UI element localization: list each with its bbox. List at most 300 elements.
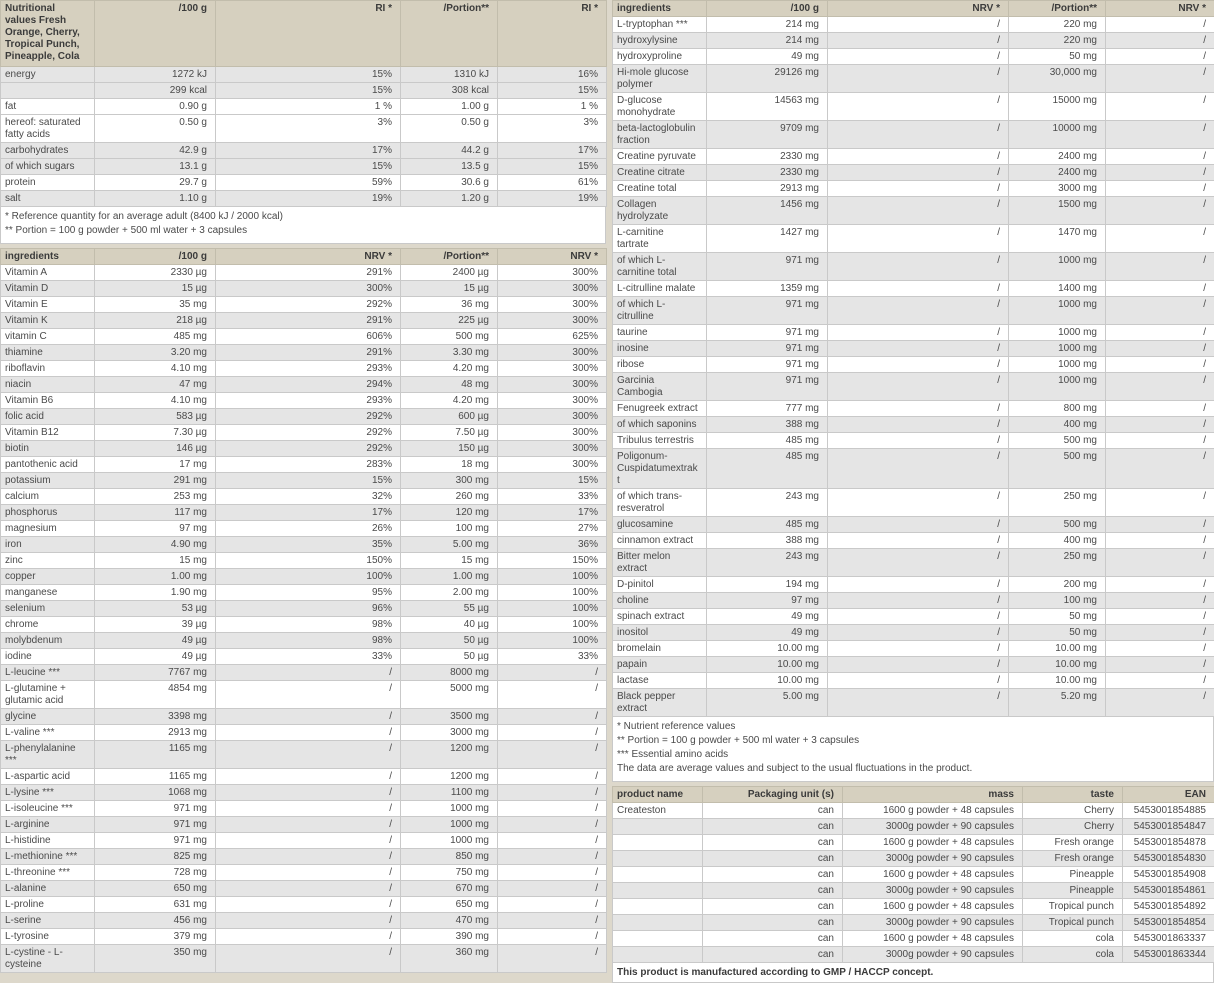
row-label: vitamin C [1, 329, 95, 345]
value-cell: / [828, 65, 1009, 93]
value-cell: 15 mg [401, 553, 498, 569]
table-row [613, 373, 1214, 401]
value-cell: / [216, 929, 401, 945]
value-cell: 49 mg [707, 609, 828, 625]
value-cell: Tropical punch [1023, 899, 1123, 915]
table-row [1, 159, 607, 175]
table-row [1, 457, 607, 473]
value-cell: 17 mg [95, 457, 216, 473]
value-cell: 971 mg [707, 341, 828, 357]
value-cell: 3000g powder + 90 capsules [843, 947, 1023, 963]
value-cell: 150% [216, 553, 401, 569]
table-row [1, 191, 607, 207]
value-cell: / [828, 149, 1009, 165]
row-label: potassium [1, 473, 95, 489]
table-row [1, 393, 607, 409]
value-cell: 15% [216, 473, 401, 489]
table-row [1, 769, 607, 785]
value-cell: 1456 mg [707, 197, 828, 225]
value-cell: 3000 mg [1009, 181, 1106, 197]
value-cell: / [498, 665, 607, 681]
value-cell: 600 µg [401, 409, 498, 425]
value-cell: cola [1023, 931, 1123, 947]
value-cell: 15000 mg [1009, 93, 1106, 121]
value-cell: can [703, 947, 843, 963]
row-label: fat [1, 99, 95, 115]
right-column [612, 0, 1214, 983]
value-cell: 300% [498, 313, 607, 329]
value-cell: 100% [498, 601, 607, 617]
row-label: L-leucine *** [1, 665, 95, 681]
value-cell: 1600 g powder + 48 capsules [843, 899, 1023, 915]
value-cell: can [703, 867, 843, 883]
table-row [1, 441, 607, 457]
value-cell: 1165 mg [95, 741, 216, 769]
value-cell: 300% [216, 281, 401, 297]
value-cell: / [1106, 533, 1214, 549]
value-cell: / [828, 625, 1009, 641]
table-row [613, 149, 1214, 165]
value-cell: 485 mg [95, 329, 216, 345]
value-cell: / [1106, 33, 1214, 49]
value-cell: 10.00 mg [1009, 657, 1106, 673]
column-header: EAN [1123, 787, 1214, 803]
table-row [1, 521, 607, 537]
table-row [1, 741, 607, 769]
row-label: L-tryptophan *** [613, 17, 707, 33]
value-cell: can [703, 835, 843, 851]
row-label: Createston [613, 803, 703, 819]
table-row [1, 377, 607, 393]
value-cell: / [216, 681, 401, 709]
row-label: Creatine pyruvate [613, 149, 707, 165]
table-row [613, 883, 1214, 899]
table-row [613, 325, 1214, 341]
row-label: papain [613, 657, 707, 673]
value-cell: 10000 mg [1009, 121, 1106, 149]
value-cell: / [1106, 657, 1214, 673]
value-cell: 2400 µg [401, 265, 498, 281]
value-cell: 15% [216, 83, 401, 99]
table-row [1, 801, 607, 817]
value-cell: 33% [498, 489, 607, 505]
table-row [613, 17, 1214, 33]
value-cell: 1000 mg [1009, 357, 1106, 373]
ingredients-footnotes [612, 717, 1214, 782]
value-cell: 17% [216, 505, 401, 521]
value-cell: 7.30 µg [95, 425, 216, 441]
value-cell: 1.10 g [95, 191, 216, 207]
value-cell: / [1106, 341, 1214, 357]
value-cell: 2.00 mg [401, 585, 498, 601]
row-label [613, 835, 703, 851]
value-cell: / [1106, 253, 1214, 281]
row-label: Bitter melon extract [613, 549, 707, 577]
value-cell: 194 mg [707, 577, 828, 593]
table-row [613, 401, 1214, 417]
row-label: hereof: saturated fatty acids [1, 115, 95, 143]
table-row [1, 817, 607, 833]
value-cell: 214 mg [707, 33, 828, 49]
table-row [613, 673, 1214, 689]
value-cell: / [1106, 517, 1214, 533]
table-row [1, 569, 607, 585]
value-cell: 36 mg [401, 297, 498, 313]
row-label: beta-lactoglobulin fraction [613, 121, 707, 149]
value-cell: / [1106, 197, 1214, 225]
value-cell: can [703, 851, 843, 867]
value-cell: 39 µg [95, 617, 216, 633]
value-cell: 1200 mg [401, 741, 498, 769]
value-cell: 220 mg [1009, 17, 1106, 33]
table-row [1, 929, 607, 945]
value-cell: / [828, 401, 1009, 417]
row-label: inosine [613, 341, 707, 357]
value-cell: 29126 mg [707, 65, 828, 93]
table-row [613, 341, 1214, 357]
value-cell: 260 mg [401, 489, 498, 505]
row-label [613, 899, 703, 915]
value-cell: / [1106, 673, 1214, 689]
table-row [1, 99, 607, 115]
value-cell: 97 mg [707, 593, 828, 609]
value-cell: 825 mg [95, 849, 216, 865]
value-cell: 17% [216, 143, 401, 159]
table-row [613, 197, 1214, 225]
table-row [613, 549, 1214, 577]
value-cell: / [1106, 417, 1214, 433]
table-row [1, 665, 607, 681]
value-cell: 650 mg [401, 897, 498, 913]
value-cell: 61% [498, 175, 607, 191]
value-cell: 98% [216, 633, 401, 649]
value-cell: / [1106, 577, 1214, 593]
table-row [1, 913, 607, 929]
value-cell: / [1106, 609, 1214, 625]
header-row [613, 1, 1214, 17]
value-cell: 55 µg [401, 601, 498, 617]
table-row [613, 489, 1214, 517]
value-cell: 10.00 mg [707, 641, 828, 657]
column-header: /Portion** [401, 1, 498, 67]
ingredients-table-left [0, 248, 606, 973]
value-cell: 583 µg [95, 409, 216, 425]
column-header: NRV * [828, 1, 1009, 17]
row-label: carbohydrates [1, 143, 95, 159]
value-cell: 4.20 mg [401, 361, 498, 377]
value-cell: 250 mg [1009, 549, 1106, 577]
value-cell: 1165 mg [95, 769, 216, 785]
row-label [613, 819, 703, 835]
value-cell: / [828, 225, 1009, 253]
value-cell: 15% [498, 159, 607, 175]
value-cell: 500 mg [1009, 449, 1106, 489]
row-label: inositol [613, 625, 707, 641]
value-cell: 214 mg [707, 17, 828, 33]
table-row [613, 253, 1214, 281]
value-cell: 1600 g powder + 48 capsules [843, 803, 1023, 819]
value-cell: / [1106, 625, 1214, 641]
table-row [1, 945, 607, 973]
value-cell: 5453001854908 [1123, 867, 1214, 883]
value-cell: Cherry [1023, 819, 1123, 835]
value-cell: / [1106, 181, 1214, 197]
row-label: L-alanine [1, 881, 95, 897]
value-cell: 100 mg [401, 521, 498, 537]
value-cell: / [828, 417, 1009, 433]
value-cell: 300% [498, 281, 607, 297]
value-cell: / [1106, 93, 1214, 121]
value-cell: 3000g powder + 90 capsules [843, 883, 1023, 899]
value-cell: 360 mg [401, 945, 498, 973]
table-row [613, 593, 1214, 609]
table-row [1, 865, 607, 881]
value-cell: can [703, 819, 843, 835]
value-cell: / [828, 373, 1009, 401]
value-cell: 1 % [216, 99, 401, 115]
value-cell: / [216, 785, 401, 801]
value-cell: 100% [498, 633, 607, 649]
value-cell: 1359 mg [707, 281, 828, 297]
row-label: Vitamin K [1, 313, 95, 329]
value-cell: / [828, 549, 1009, 577]
value-cell: 50 µg [401, 633, 498, 649]
table-row [1, 601, 607, 617]
value-cell: 1.90 mg [95, 585, 216, 601]
value-cell: / [1106, 373, 1214, 401]
value-cell: 1310 kJ [401, 67, 498, 83]
value-cell: / [828, 281, 1009, 297]
value-cell: 13.1 g [95, 159, 216, 175]
value-cell: 1200 mg [401, 769, 498, 785]
value-cell: 5453001854847 [1123, 819, 1214, 835]
value-cell: Cherry [1023, 803, 1123, 819]
value-cell: 30,000 mg [1009, 65, 1106, 93]
left-column [0, 0, 606, 973]
value-cell: 500 mg [1009, 517, 1106, 533]
value-cell: 5453001863344 [1123, 947, 1214, 963]
value-cell: / [828, 593, 1009, 609]
value-cell: 293% [216, 393, 401, 409]
value-cell: 300% [498, 441, 607, 457]
value-cell: 500 mg [401, 329, 498, 345]
row-label: lactase [613, 673, 707, 689]
value-cell: / [1106, 401, 1214, 417]
value-cell: 146 µg [95, 441, 216, 457]
row-label: L-serine [1, 913, 95, 929]
table-row [1, 67, 607, 83]
value-cell: 1000 mg [1009, 373, 1106, 401]
value-cell: 42.9 g [95, 143, 216, 159]
value-cell: / [498, 897, 607, 913]
value-cell: 19% [498, 191, 607, 207]
value-cell: 17% [498, 143, 607, 159]
row-label: L-threonine *** [1, 865, 95, 881]
value-cell: 50 mg [1009, 625, 1106, 641]
value-cell: 15% [498, 473, 607, 489]
value-cell: 36% [498, 537, 607, 553]
value-cell: 3398 mg [95, 709, 216, 725]
value-cell: 5453001854854 [1123, 915, 1214, 931]
header-row [1, 1, 607, 67]
table-row [1, 345, 607, 361]
value-cell: 2400 mg [1009, 165, 1106, 181]
table-row [1, 649, 607, 665]
value-cell: 1272 kJ [95, 67, 216, 83]
footnote-line: *** Essential amino acids [617, 748, 1209, 762]
row-label: Vitamin B6 [1, 393, 95, 409]
value-cell: / [1106, 449, 1214, 489]
column-header: ingredients [1, 249, 95, 265]
value-cell: can [703, 883, 843, 899]
table-row [613, 657, 1214, 673]
value-cell: 1000 mg [401, 801, 498, 817]
table-row [1, 297, 607, 313]
value-cell: 1000 mg [401, 833, 498, 849]
table-row [613, 819, 1214, 835]
value-cell: 5.00 mg [401, 537, 498, 553]
row-label [1, 83, 95, 99]
value-cell: / [498, 833, 607, 849]
value-cell: can [703, 931, 843, 947]
table-row [613, 641, 1214, 657]
table-row [1, 681, 607, 709]
row-label [613, 915, 703, 931]
value-cell: / [1106, 357, 1214, 373]
value-cell: / [216, 865, 401, 881]
table-row [1, 313, 607, 329]
table-row [613, 93, 1214, 121]
value-cell: 15 mg [95, 553, 216, 569]
value-cell: 300% [498, 265, 607, 281]
table-row [613, 915, 1214, 931]
value-cell: 3% [216, 115, 401, 143]
table-row [1, 505, 607, 521]
header-row [613, 787, 1214, 803]
value-cell: 750 mg [401, 865, 498, 881]
row-label: of which L-carnitine total [613, 253, 707, 281]
value-cell: 400 mg [1009, 417, 1106, 433]
value-cell: 300% [498, 457, 607, 473]
value-cell: 14563 mg [707, 93, 828, 121]
value-cell: 777 mg [707, 401, 828, 417]
value-cell: 95% [216, 585, 401, 601]
table-row [613, 577, 1214, 593]
gmp-note: This product is manufactured according to GMP / HACCP concept. [612, 963, 1214, 983]
value-cell: / [216, 725, 401, 741]
value-cell: 670 mg [401, 881, 498, 897]
value-cell: 225 µg [401, 313, 498, 329]
value-cell: / [828, 325, 1009, 341]
value-cell: 300% [498, 297, 607, 313]
value-cell: 1.00 g [401, 99, 498, 115]
value-cell: 971 mg [707, 253, 828, 281]
value-cell: 4854 mg [95, 681, 216, 709]
value-cell: 1000 mg [1009, 325, 1106, 341]
value-cell: 3000g powder + 90 capsules [843, 915, 1023, 931]
value-cell: 15% [498, 83, 607, 99]
value-cell: 0.90 g [95, 99, 216, 115]
value-cell: 40 µg [401, 617, 498, 633]
value-cell: 283% [216, 457, 401, 473]
value-cell: 971 mg [95, 801, 216, 817]
table-row [613, 65, 1214, 93]
ingredients-table-right [612, 0, 1214, 717]
value-cell: / [216, 741, 401, 769]
value-cell: / [498, 785, 607, 801]
value-cell: 1000 mg [1009, 297, 1106, 325]
value-cell: 8000 mg [401, 665, 498, 681]
value-cell: 1600 g powder + 48 capsules [843, 931, 1023, 947]
table-row [613, 417, 1214, 433]
table-row [613, 121, 1214, 149]
value-cell: 500 mg [1009, 433, 1106, 449]
value-cell: / [1106, 49, 1214, 65]
value-cell: / [1106, 549, 1214, 577]
data-table [612, 786, 1214, 963]
value-cell: 48 mg [401, 377, 498, 393]
value-cell: 47 mg [95, 377, 216, 393]
value-cell: / [216, 817, 401, 833]
value-cell: Tropical punch [1023, 915, 1123, 931]
value-cell: 300% [498, 393, 607, 409]
value-cell: 97 mg [95, 521, 216, 537]
value-cell: / [828, 357, 1009, 373]
value-cell: 100% [498, 569, 607, 585]
value-cell: 1000 mg [1009, 253, 1106, 281]
value-cell: / [1106, 641, 1214, 657]
value-cell: / [828, 657, 1009, 673]
value-cell: / [498, 865, 607, 881]
value-cell: / [216, 897, 401, 913]
value-cell: / [828, 49, 1009, 65]
value-cell: 218 µg [95, 313, 216, 329]
table-row [613, 947, 1214, 963]
row-label: of which L-citrulline [613, 297, 707, 325]
value-cell: / [828, 489, 1009, 517]
row-label: L-lysine *** [1, 785, 95, 801]
value-cell: 4.10 mg [95, 361, 216, 377]
value-cell: 33% [216, 649, 401, 665]
row-label: Hi-mole glucose polymer [613, 65, 707, 93]
value-cell: 390 mg [401, 929, 498, 945]
row-label: Garcinia Cambogia [613, 373, 707, 401]
value-cell: / [828, 181, 1009, 197]
value-cell: 291% [216, 345, 401, 361]
value-cell: / [498, 945, 607, 973]
row-label: calcium [1, 489, 95, 505]
row-label: hydroxylysine [613, 33, 707, 49]
value-cell: 971 mg [707, 373, 828, 401]
row-label: protein [1, 175, 95, 191]
footnote-line: ** Portion = 100 g powder + 500 ml water + 3 capsules [617, 734, 1209, 748]
footnote-line: The data are average values and subject to the usual fluctuations in the product. [617, 762, 1209, 776]
value-cell: / [828, 93, 1009, 121]
value-cell: 250 mg [1009, 489, 1106, 517]
value-cell: 5453001854878 [1123, 835, 1214, 851]
value-cell: / [1106, 225, 1214, 253]
value-cell: / [828, 341, 1009, 357]
value-cell: / [1106, 689, 1214, 717]
row-label: D-glucose monohydrate [613, 93, 707, 121]
value-cell: 100 mg [1009, 593, 1106, 609]
value-cell: 1000 mg [1009, 341, 1106, 357]
column-header: product name [613, 787, 703, 803]
row-label: ribose [613, 357, 707, 373]
row-label: L-tyrosine [1, 929, 95, 945]
table-row [613, 803, 1214, 819]
value-cell: 100% [216, 569, 401, 585]
